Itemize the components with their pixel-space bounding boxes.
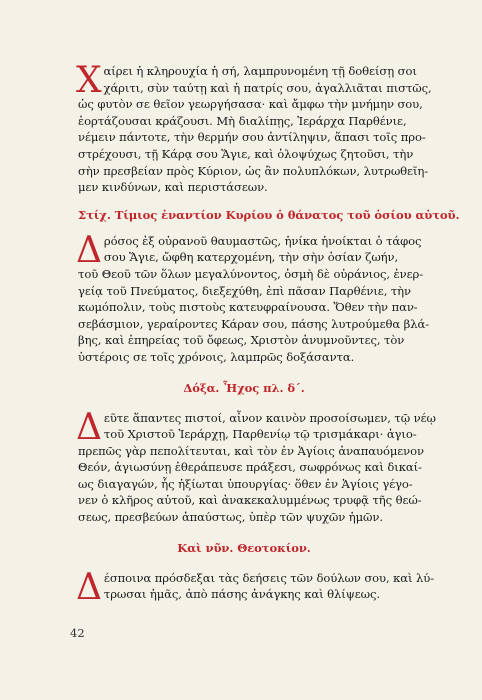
text-line: Θεόν, ἁγιωσύνῃ ἐθεράπευσε πράξεσι, σωφρόνως καὶ δικαί- — [78, 460, 422, 475]
text-line: σεβάσμιον, γεραίροντες Κάραν σου, πάσης λυτρούμεθα βλά- — [78, 316, 430, 331]
troparion-3 — [76, 406, 436, 526]
text-line: ως διαγαγών, ἧς ἠξίωται ὑπουργίας· ὅθεν ἐν Ἁγίοις γέγο- — [78, 476, 413, 491]
troparion-1 — [76, 60, 432, 196]
drop-cap-initial: Δ — [76, 406, 102, 448]
doxa-heading: Δόξα. Ἦχος πλ. δ΄. — [183, 380, 305, 395]
text-line: αίρει ἡ κληρουχία ἡ σή, λαμπρυνομένη τῇ δοθείσῃ σοι — [103, 64, 417, 78]
text-line: βης, καὶ ἐπηρείας τοῦ ὄφεως, Χριστὸν ἀνυμνοῦντες, τὸν — [78, 333, 405, 348]
text-line: ὑστέροις σε τοῖς χρόνοις, λαμπρῶς δοξάσαντα. — [78, 349, 355, 364]
theotokion — [76, 566, 435, 608]
text-line: τοῦ Θεοῦ τῶν ὅλων μεγαλύνοντος, ὀσμὴ δὲ οὐράνιος, ἐνερ- — [78, 266, 424, 281]
text-line: μεν κινδύνων, καὶ περιστάσεων. — [78, 180, 268, 195]
text-line: έσποινα πρόσδεξαι τὰς δεήσεις τῶν δούλων σου, καὶ λύ- — [103, 570, 435, 585]
text-line: χάριτι, σὺν ταύτῃ καὶ ἡ πατρίς σου, ἀγαλλιᾶται πιστῶς, — [103, 80, 432, 95]
text-line: σεως, πρεσβεύων ἀπαύστως, ὑπὲρ τῶν ψυχῶν ἡμῶν. — [78, 510, 383, 525]
drop-cap-initial: Δ — [76, 566, 102, 608]
text-line: στρέχουσι, τῇ Κάρᾳ σου Ἅγιε, καὶ ὁλοψύχως ζητοῦσι, τὴν — [78, 146, 414, 161]
text-line: ὡς φυτὸν σε θεῖον γεωργήσασα· καὶ ἄμφω τὴν μνήμην σου, — [78, 97, 423, 112]
stichos-text: Τίμιος ἐναντίον Κυρίου ὁ θάνατος τοῦ ὁσίου αὐτοῦ. — [114, 207, 460, 222]
theotokion-heading: Καὶ νῦν. Θεοτοκίον. — [177, 540, 311, 555]
text-line: νεν ὁ κλῆρος αὐτοῦ, καὶ ἀνακεκαλυμμένως τρυφᾷ τῆς θεώ- — [78, 493, 422, 508]
text-line: σου Ἅγιε, ὤφθη κατερχομένη, τὴν σὴν ὁσίαν ζωήν, — [103, 250, 399, 265]
text-line: τοῦ Χριστοῦ Ἱεράρχῃ, Παρθενίῳ τῷ τρισμάκαρι· ἁγιο- — [103, 427, 417, 442]
stichos-label: Στίχ. — [78, 207, 111, 222]
text-line: γείᾳ τοῦ Πνεύματος, διεξεχύθη, ἐπὶ πᾶσαν Παρθένιε, τὴν — [78, 283, 411, 298]
text-line: νέμειν πάντοτε, τὴν θερμήν σου ἀντίληψιν, ἅπασι τοῖς προ- — [78, 130, 426, 145]
drop-cap-initial: Χ — [76, 60, 102, 101]
text-block — [76, 60, 460, 608]
text-line: τρωσαι ἡμᾶς, ἀπὸ πάσης ἀνάγκης καὶ θλίψεως. — [103, 587, 380, 602]
troparion-2 — [76, 229, 430, 366]
text-line: σὴν πρεσβείαν πρὸς Κύριον, ὡς ἂν πολυπλόκων, λυτρωθεῖη- — [78, 163, 429, 178]
text-line: ρόσος ἐξ οὐρανοῦ θαυμαστῶς, ἡνίκα ἠνοίκται ὁ τάφος — [103, 233, 422, 248]
page-number: 42 — [70, 626, 85, 640]
text-line: πρεπῶς γὰρ πεπολίτευται, καὶ τὸν ἐν Ἁγίοις ἀναπαυόμενον — [78, 443, 424, 458]
text-line: εῦτε ἅπαντες πιστοί, αἶνον καινὸν προσοίσωμεν, τῷ νέῳ — [103, 410, 436, 425]
stichos-heading — [78, 207, 460, 223]
text-line: ἑορτάζουσαι κράζουσι. Μὴ διαλίπῃς, Ἱεράρχα Παρθένιε, — [78, 113, 407, 128]
text-line: κωμόπολιν, τοὺς πιστοὺς κατευφραίνουσα. Ὅθεν τὴν παν- — [78, 300, 418, 315]
drop-cap-initial: Δ — [76, 229, 102, 271]
